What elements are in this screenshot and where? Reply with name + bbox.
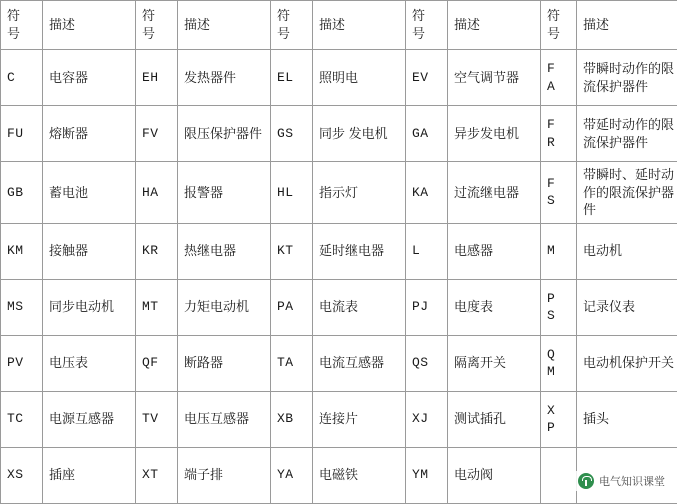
symbol-cell: YA [271, 447, 313, 503]
symbol-cell: XS [1, 447, 43, 503]
symbol-cell [541, 447, 577, 503]
header-symbol-1: 符 号 [1, 1, 43, 50]
desc-cell: 照明电 [313, 50, 406, 106]
table-row [1, 391, 677, 447]
header-desc-3: 描述 [313, 1, 406, 50]
symbol-cell: HL [271, 162, 313, 224]
header-symbol-4: 符 号 [406, 1, 448, 50]
desc-cell: 断路器 [178, 335, 271, 391]
desc-cell: 空气调节器 [448, 50, 541, 106]
symbol-cell: PJ [406, 279, 448, 335]
symbol-cell: F S [541, 162, 577, 224]
symbol-cell: XB [271, 391, 313, 447]
desc-cell: 带瞬时、延时动作的限流保护器件 [577, 162, 677, 224]
symbol-cell: FU [1, 106, 43, 162]
header-desc-5: 描述 [577, 1, 677, 50]
symbol-cell: MT [136, 279, 178, 335]
desc-cell: 发热器件 [178, 50, 271, 106]
desc-cell: 隔离开关 [448, 335, 541, 391]
table-header [1, 1, 677, 50]
desc-cell: 限压保护器件 [178, 106, 271, 162]
symbol-cell: F A [541, 50, 577, 106]
symbol-cell: TV [136, 391, 178, 447]
symbol-cell: KR [136, 223, 178, 279]
desc-cell: 记录仪表 [577, 279, 677, 335]
symbol-cell: KT [271, 223, 313, 279]
desc-cell: 力矩电动机 [178, 279, 271, 335]
header-desc-4: 描述 [448, 1, 541, 50]
table-row [1, 50, 677, 106]
symbol-cell: PA [271, 279, 313, 335]
plug-icon [578, 473, 594, 489]
table-row [1, 335, 677, 391]
symbol-cell: EH [136, 50, 178, 106]
symbol-cell: TC [1, 391, 43, 447]
desc-cell: 电动机保护开关 [577, 335, 677, 391]
symbol-cell: TA [271, 335, 313, 391]
desc-cell: 电流互感器 [313, 335, 406, 391]
symbol-cell: XT [136, 447, 178, 503]
symbol-cell: M [541, 223, 577, 279]
desc-cell: 测试插孔 [448, 391, 541, 447]
table-row [1, 223, 677, 279]
table-row [1, 279, 677, 335]
desc-cell: 指示灯 [313, 162, 406, 224]
symbol-cell: C [1, 50, 43, 106]
desc-cell: 电动机 [577, 223, 677, 279]
symbol-cell: XJ [406, 391, 448, 447]
symbol-cell: EV [406, 50, 448, 106]
header-symbol-3: 符 号 [271, 1, 313, 50]
symbol-cell: GA [406, 106, 448, 162]
desc-cell: 插头 [577, 391, 677, 447]
desc-cell: 熔断器 [43, 106, 136, 162]
symbol-cell: L [406, 223, 448, 279]
desc-cell: 带延时动作的限流保护器件 [577, 106, 677, 162]
desc-cell: 同步 发电机 [313, 106, 406, 162]
symbol-cell: MS [1, 279, 43, 335]
desc-cell: 电动阀 [448, 447, 541, 503]
desc-cell: 带瞬时动作的限流保护器件 [577, 50, 677, 106]
symbol-cell: FV [136, 106, 178, 162]
desc-cell: 过流继电器 [448, 162, 541, 224]
desc-cell: 蓄电池 [43, 162, 136, 224]
header-desc-1: 描述 [43, 1, 136, 50]
table-row [1, 162, 677, 224]
table-row [1, 106, 677, 162]
desc-cell: 异步发电机 [448, 106, 541, 162]
watermark [574, 471, 669, 491]
desc-cell: 报警器 [178, 162, 271, 224]
symbol-cell: GS [271, 106, 313, 162]
desc-cell: 延时继电器 [313, 223, 406, 279]
desc-cell: 电流表 [313, 279, 406, 335]
symbol-cell: GB [1, 162, 43, 224]
desc-cell: 端子排 [178, 447, 271, 503]
symbol-cell: KA [406, 162, 448, 224]
desc-cell: 电压表 [43, 335, 136, 391]
desc-cell: 电源互感器 [43, 391, 136, 447]
symbol-cell: HA [136, 162, 178, 224]
table-header-row [1, 1, 677, 50]
symbol-cell: KM [1, 223, 43, 279]
desc-cell: 电磁铁 [313, 447, 406, 503]
watermark-label: 电气知识课堂 [599, 473, 665, 489]
desc-cell: 电容器 [43, 50, 136, 106]
desc-cell: 电感器 [448, 223, 541, 279]
symbol-cell: P S [541, 279, 577, 335]
desc-cell: 热继电器 [178, 223, 271, 279]
table-body [1, 50, 677, 504]
desc-cell: 电度表 [448, 279, 541, 335]
desc-cell: 连接片 [313, 391, 406, 447]
header-symbol-2: 符 号 [136, 1, 178, 50]
symbol-cell: YM [406, 447, 448, 503]
symbol-cell: EL [271, 50, 313, 106]
symbol-cell: PV [1, 335, 43, 391]
symbol-cell: X P [541, 391, 577, 447]
symbol-cell: QS [406, 335, 448, 391]
header-symbol-5: 符 号 [541, 1, 577, 50]
desc-cell: 插座 [43, 447, 136, 503]
desc-cell: 接触器 [43, 223, 136, 279]
desc-cell: 同步电动机 [43, 279, 136, 335]
header-desc-2: 描述 [178, 1, 271, 50]
symbol-cell: F R [541, 106, 577, 162]
symbol-cell: Q M [541, 335, 577, 391]
symbol-cell: QF [136, 335, 178, 391]
desc-cell: 电压互感器 [178, 391, 271, 447]
